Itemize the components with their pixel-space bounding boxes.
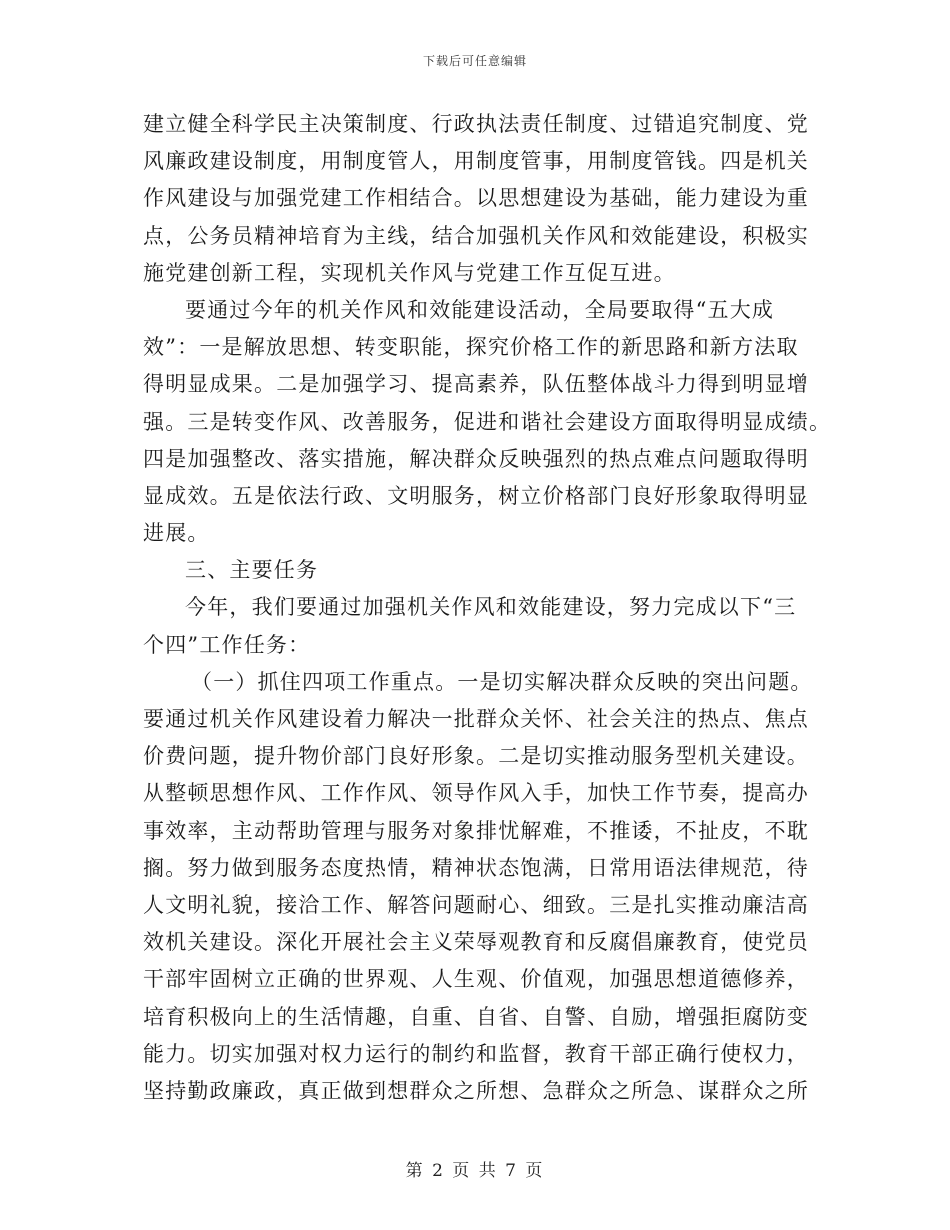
body-line: 价费问题，提升物价部门良好形象。二是切实推动服务型机关建设。 (143, 744, 809, 769)
body-line: 建立健全科学民主决策制度、行政执法责任制度、过错追究制度、党 (143, 112, 809, 136)
body-line: 坚持勤政廉政，真正做到想群众之所想、急群众之所急、谋群众之所 (143, 1078, 809, 1103)
document-body (143, 106, 832, 1110)
body-line: 作风建设与加强党建工作相结合。以思想建设为基础，能力建设为重 (143, 186, 809, 211)
body-line: 能力。切实加强对权力运行的制约和监督，教育干部正确行使权力， (143, 1041, 809, 1066)
body-line: 进展。 (143, 521, 210, 546)
page-number: 第 2 页 共 7 页 (405, 1161, 545, 1181)
section-heading: 三、主要任务 (185, 558, 319, 583)
body-line: 得明显成果。二是加强学习、提高素养，队伍整体战斗力得到明显增 (143, 372, 809, 397)
body-line: 显成效。五是依法行政、文明服务，树立价格部门良好形象取得明显 (143, 483, 809, 508)
body-line: 从整顿思想作风、工作作风、领导作风入手，加快工作节奏，提高办 (143, 781, 809, 806)
body-line: 培育积极向上的生活情趣，自重、自省、自警、自励，增强拒腐防变 (143, 1004, 809, 1029)
body-line: 个四”工作任务： (143, 632, 311, 657)
body-line: 点，公务员精神培育为主线，结合加强机关作风和效能建设，积极实 (143, 223, 809, 248)
paragraph-start-line: 要通过今年的机关作风和效能建设活动，全局要取得“五大成 (185, 297, 775, 322)
body-line: 事效率，主动帮助管理与服务对象排忧解难，不推诿，不扯皮，不耽 (143, 818, 809, 843)
body-line: 效”：一是解放思想、转变职能，探究价格工作的新思路和新方法取 (143, 335, 799, 360)
body-line: 人文明礼貌，接洽工作、解答问题耐心、细致。三是扎实推动廉洁高 (143, 892, 809, 917)
body-line: 风廉政建设制度，用制度管人，用制度管事，用制度管钱。四是机关 (143, 149, 809, 174)
paragraph-start-line: 今年，我们要通过加强机关作风和效能建设，努力完成以下“三 (185, 595, 797, 620)
body-line: 效机关建设。深化开展社会主义荣辱观教育和反腐倡廉教育，使党员 (143, 930, 809, 955)
body-line: 强。三是转变作风、改善服务，促进和谐社会建设方面取得明显成绩。 (143, 409, 832, 434)
body-line: 要通过机关作风建设着力解决一批群众关怀、社会关注的热点、焦点 (143, 707, 809, 731)
body-line: 施党建创新工程，实现机关作风与党建工作互促互进。 (143, 260, 676, 285)
body-line: 搁。努力做到服务态度热情，精神状态饱满，日常用语法律规范，待 (143, 855, 809, 880)
header-note: 下载后可任意编辑 (422, 54, 527, 68)
subsection-heading-line: （一）抓住四项工作重点。一是切实解决群众反映的突出问题。 (191, 669, 813, 694)
body-line: 四是加强整改、落实措施，解决群众反映强烈的热点难点问题取得明 (143, 446, 809, 471)
body-line: 干部牢固树立正确的世界观、人生观、价值观，加强思想道德修养， (143, 967, 809, 992)
